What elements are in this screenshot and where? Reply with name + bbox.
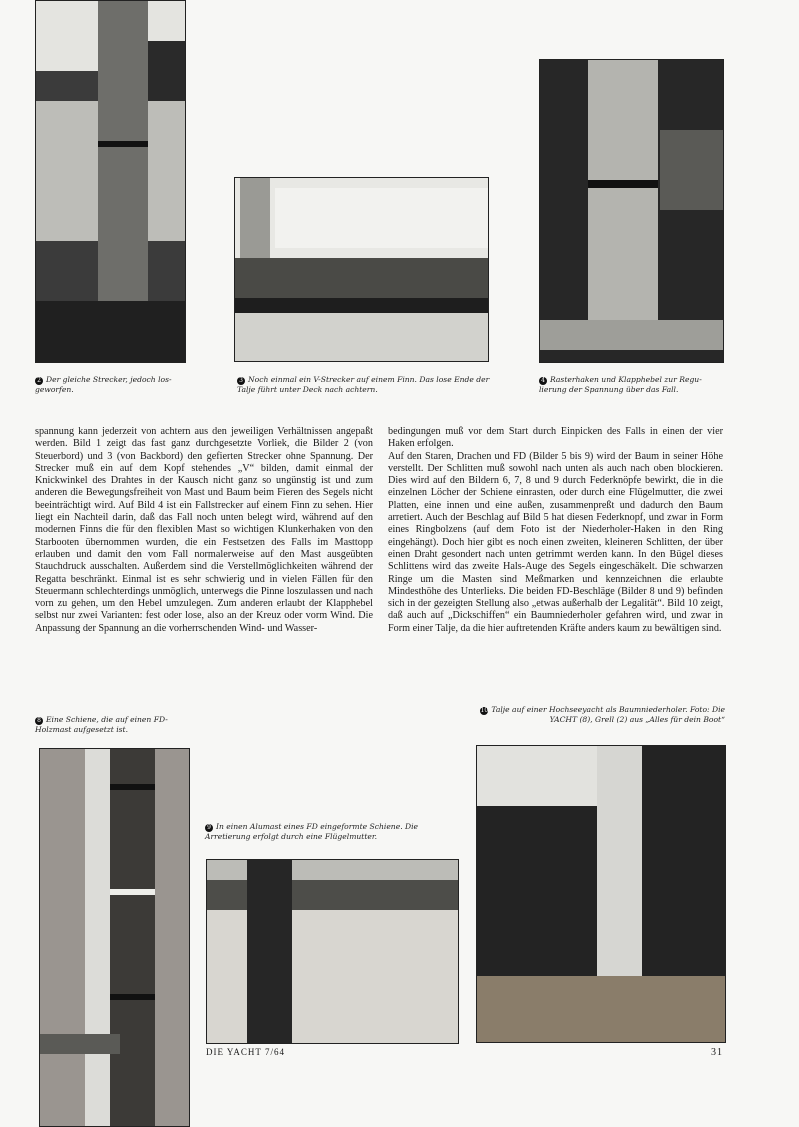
body-column-right xyxy=(388,426,723,635)
caption-number: 3 xyxy=(237,377,245,385)
caption-number: 8 xyxy=(35,717,43,725)
caption-number: 2 xyxy=(35,377,43,385)
body-paragraph: Auf den Staren, Drachen und FD (Bilder 5 bis 9) wird der Baum in seiner Höhe verstellt. Der Schlitten muß sowohl nach unten als auch nach oben blockieren. Dies wird auf den Bildern 6, 7, 8 und 9 durch Federknöpfe bewirkt, die in die einzelnen Löcher der Schiene einrasten, oder durch eine Flügelmutter, die zwei Platten, eine innen und eine außen, zusammenpreßt und dadurch den Baum arretiert. Auch der Beschlag auf Bild 5 hat diesen Federknopf, und zwar in Form eines Ringbolzens (auf dem Foto ist der Niederholer-Haken in den Ring eingehängt). Doch hier gibt es noch einen zweiten, kleineren Schlitten, der über einen Draht gesondert nach unten getrimmt werden kann. In den Bügel dieses Schlittens wird das zweite Hals-Auge des Segels eingeschäkelt. Die schwarzen Ringe um die Masten sind Meßmarken und kennzeichnen die erlaubte Mindesthöhe des Unterlieks. Die beiden FD-Beschläge (Bilder 8 und 9) befinden sich in der gezeigten Stellung also „etwas außerhalb der Legalität“. Bild 10 zeigt, daß auch auf „Dickschiffen“ ein Baumniederholer gefahren wird, und zwar in Form einer Talje, da die hier auftretenden Kräfte anders kaum zu bewältigen sind. xyxy=(388,450,723,634)
caption-number: 4 xyxy=(539,377,547,385)
body-column-left xyxy=(35,426,373,635)
body-paragraph: spannung kann jederzeit von achtern aus den jeweiligen Verhältnissen angepaßt werden. Bild 1 zeigt das fast ganz durchgesetzte Vorliek, die Bilder 2 (von Steuerbord) und 3 (von Backbord) den gefierten Strecker ohne Spannung. Der Strecker muß ein auf dem Kopf stehendes „V“ bilden, damit einmal der Knickwinkel des Drahtes in der Kausch nicht ganz so ungünstig ist und zum anderen die Bewegungsfreiheit von Mast und Baum beim Fieren des Segels nicht beeinträchtigt wird. Auf Bild 4 ist ein Fallstrecker auf einem Finn zu sehen. Hier liegt ein Nachteil darin, daß das Fall noch unten belegt wird, während auf den modernen Finns die für den flexiblen Mast so wichtigen Klunkerhaken von den Starbooten übernommen wurden, die ein Festsetzen des Falls im Masttopp erlauben und damit den vom Fall normalerweise auf den Mast ausgeübten Stauchdruck ausschalten. Außerdem sind die Verstellmöglichkeiten während der Regatta beschränkt. Einmal ist es sehr schwierig und in vielen Fällen für den Steuermann schlechterdings unmöglich, unterwegs die Pinne loszulassen und nach vorn zu gehen, um den Hebel umzulegen. Zum anderen erlaubt der Klapphebel selbst nur zwei Varianten: fest oder lose, also an der Kreuz oder vorm Wind. Die Anpassung der Spannung an die vorherrschenden Wind- und Wasser- xyxy=(35,426,373,634)
body-paragraph: bedingungen muß vor dem Start durch Einpicken des Falls in einen der vier Haken erfolgen. xyxy=(388,426,723,450)
photo-caption xyxy=(480,705,725,725)
caption-number: 10 xyxy=(480,707,489,714)
caption-text: Rasterhaken und Klapphebel zur Regu-lierung der Spannung über das Fall. xyxy=(539,375,702,394)
caption-text: Noch einmal ein V-Strecker auf einem Finn. Das lose Ende der Talje führt unter Deck nach achtern. xyxy=(237,375,490,394)
photo-caption xyxy=(539,375,724,395)
photo-fd-alumast xyxy=(206,859,459,1044)
photo-rasterhaken xyxy=(539,59,724,363)
caption-number: 9 xyxy=(205,824,213,832)
photo-caption xyxy=(35,375,190,395)
caption-text: Talje auf einer Hochseeyacht als Baumniederholer. Foto: Die YACHT (8), Grell (2) aus „Alles für dein Boot“ xyxy=(491,705,725,724)
footer-page-number: 31 xyxy=(711,1047,723,1058)
footer-magazine: DIE YACHT 7/64 xyxy=(206,1047,285,1057)
photo-mast-strecker xyxy=(35,0,186,363)
photo-finn-v-strecker xyxy=(234,177,489,362)
photo-fd-holzmast xyxy=(39,748,190,1127)
photo-caption xyxy=(237,375,493,395)
caption-text: In einen Alumast eines FD eingeformte Schiene. Die Arretierung erfolgt durch eine Flügelmutter. xyxy=(205,822,419,841)
caption-text: Eine Schiene, die auf einen FD-Holzmast aufgesetzt ist. xyxy=(35,715,168,734)
photo-caption xyxy=(35,715,195,735)
photo-caption xyxy=(205,822,460,842)
photo-hochseeyacht-talje xyxy=(476,745,726,1043)
caption-text: Der gleiche Strecker, jedoch los-geworfen. xyxy=(35,375,172,394)
